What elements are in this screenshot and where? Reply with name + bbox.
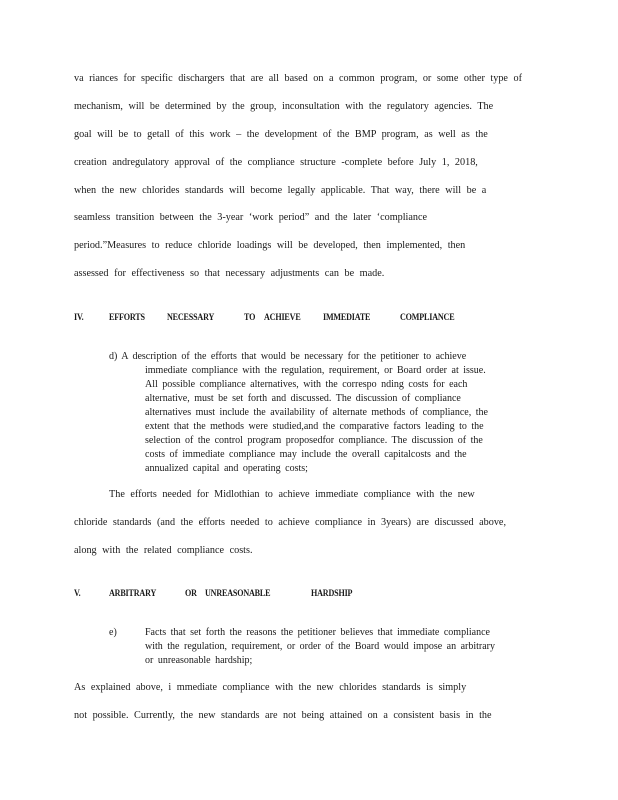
text-line: period.”Measures to reduce chloride loadings will be developed, then implemented, then	[74, 240, 466, 251]
text-line: Facts that set forth the reasons the petitioner believes that immediate compliance	[145, 627, 490, 638]
heading-word: UNREASONABLE	[205, 588, 271, 598]
heading-word: OR	[185, 588, 197, 598]
text-line: along with the related compliance costs.	[74, 545, 253, 556]
text-line: extent that the methods were studied,and the comparative factors leading to the	[145, 421, 484, 432]
text-line: As explained above, i mmediate compliance with the new chlorides standards is simply	[74, 682, 467, 693]
item-d-first-line: d) A description of the efforts that would be necessary for the petitioner to achieve	[109, 351, 467, 362]
text-line: selection of the control program proposedfor compliance. The discussion of the	[145, 435, 483, 446]
text-line: with the regulation, requirement, or order of the Board would impose an arbitrary	[145, 641, 496, 652]
text-line: creation andregulatory approval of the compliance structure -complete before July 1, 2018,	[74, 157, 478, 168]
heading-word: NECESSARY	[167, 312, 215, 322]
item-e-label: e)	[109, 627, 117, 638]
text-line: seamless transition between the 3-year ‘work period” and the later ‘compliance	[74, 212, 428, 223]
text-line: alternatives must include the availability of alternate methods of compliance, the	[145, 407, 488, 418]
text-line: costs of immediate compliance may include the overall capitalcosts and the	[145, 449, 467, 460]
text-line: All possible compliance alternatives, with the correspo nding costs for each	[145, 379, 468, 390]
text-line: goal will be to getall of this work – the development of the BMP program, as well as the	[74, 129, 488, 140]
heading-word: HARDSHIP	[311, 588, 353, 598]
heading-word: IMMEDIATE	[323, 312, 371, 322]
text-line: immediate compliance with the regulation, requirement, or Board order at issue.	[145, 365, 486, 376]
text-line: not possible. Currently, the new standards are not being attained on a consistent basis in the	[74, 710, 492, 721]
text-line: mechanism, will be determined by the group, inconsultation with the regulatory agencies. The	[74, 101, 494, 112]
heading-number: V.	[74, 588, 81, 598]
text-line: alternative, must be set forth and discussed. The discussion of compliance	[145, 393, 461, 404]
text-line: when the new chlorides standards will become legally applicable. That way, there will be a	[74, 185, 487, 196]
text-line: The efforts needed for Midlothian to achieve immediate compliance with the new	[109, 489, 475, 500]
heading-word: COMPLIANCE	[400, 312, 455, 322]
heading-number: IV.	[74, 312, 84, 322]
heading-word: ACHIEVE	[264, 312, 301, 322]
text-line: annualized capital and operating costs;	[145, 463, 308, 474]
text-line: chloride standards (and the efforts needed to achieve compliance in 3years) are discussed above,	[74, 517, 507, 528]
text-line: va riances for specific dischargers that are all based on a common program, or some other type of	[74, 73, 522, 84]
text-line: or unreasonable hardship;	[145, 655, 253, 666]
text-line: assessed for effectiveness so that necessary adjustments can be made.	[74, 268, 385, 279]
heading-word: ARBITRARY	[109, 588, 157, 598]
heading-word: EFFORTS	[109, 312, 145, 322]
heading-word: TO	[244, 312, 256, 322]
